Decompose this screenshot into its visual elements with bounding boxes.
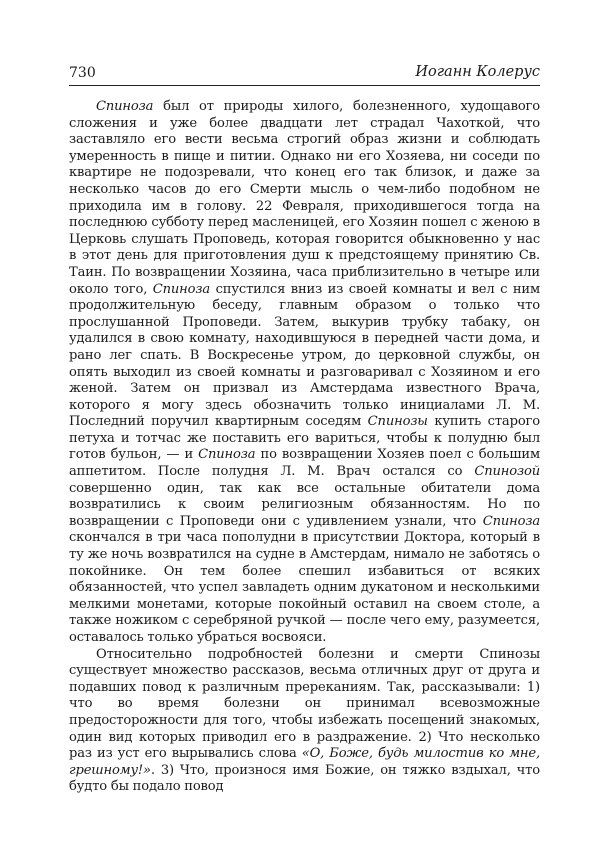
text-run: по возвращении Хозяев поел с большим аппетитом. После полудня Л. М. Врач остался со [69,447,540,480]
text-run: был от природы хилого, болезненного, худощавого сложения и уже более двадцати лет страдал Чахоткой, что заставляло его вести весьма строгий образ жизни и соблюдать умеренность в пище и питии. Однако ни его Хозяева, ни соседи по квартире не подозревали, что конец его так близок, и даже за несколько часов до его Смерти мысль о чем-либо подобном не приходила им в голову. 22 Февраля, приходившегося тогда на последнюю субботу перед масленицей, его Хозяин пошел с женою в Церковь слушать Проповедь, которая говорится обыкновенно у нас в этот день для приготовления душ к предстоящему принятию Св. Таин. По возвращении Хозяина, часа приблизительно в четыре или около того, [69,99,540,297]
running-head [69,61,540,86]
text-run: совершенно один, так как все остальные обитатели дома возвратились к своим религиозным обязанностям. Но по возвращении с Проповеди они с удивлением узнали, что [69,480,540,529]
running-title: Иоганн Колерус [415,64,540,80]
text-run: спустился вниз из своей комнаты и вел с ним продолжительную беседу, главным образом о только что прослушанной Проповеди. Затем, выкурив трубку табаку, он удалился в свою комнату, находившуюся в передней части дома, и рано лег спать. В Воскресенье утром, до церковной службы, он опять выходил из своей комнаты и разговаривал с Хозяином и его женой. Затем он призвал из Амстердама известного Врача, которого я могу здесь обозначить только инициалами Л. М. Последний поручил квартирным соседям [69,281,541,430]
paragraph-2 [69,647,540,796]
italic-run: Спиноза [482,513,540,529]
paragraph-1 [69,99,540,647]
page-number: 730 [69,65,96,81]
body-text [69,99,540,796]
italic-run: Спинозой [474,464,540,480]
text-run: Относительно подробностей болезни и смерти Спинозы существует множество рассказов, весьма отличных друг от друга и подавших повод к различным пререканиям. Так, рассказывали: 1) что во время болезни он принимал всевозможные предосторожности для того, чтобы избежать посещений знакомых, один вид которых приводил его в раздражение. 2) Что несколько раз из уст его вырывались слова [69,646,540,762]
italic-run: Спиноза [96,99,154,114]
italic-run: «О, Боже, будь милостив ко мне, грешному!» [69,746,540,778]
text-run: скончался в три часа пополудни в присутствии Доктора, который в ту же ночь возвратился на судне в Амстердам, нимало не заботясь о покойнике. Он тем более спешил избавиться от всяких обязанностей, что успел завладеть одним дукатоном и несколькими мелкими монетами, которые покойный оставил на своем столе, а также ножиком с серебряной ручкой — после чего ему, разумеется, оставалось только убраться восвояси. [69,530,540,645]
text-run: купить старого петуха и тотчас же поставить его вариться, чтобы к полудню был готов бульон, — и [69,414,540,463]
text-run: . 3) Что, произнося имя Божие, он тяжко вздыхал, что будто бы подало повод [69,762,540,795]
italic-run: Спиноза [152,281,211,297]
italic-run: Спиноза [198,447,256,463]
italic-run: Спинозы [367,414,428,430]
